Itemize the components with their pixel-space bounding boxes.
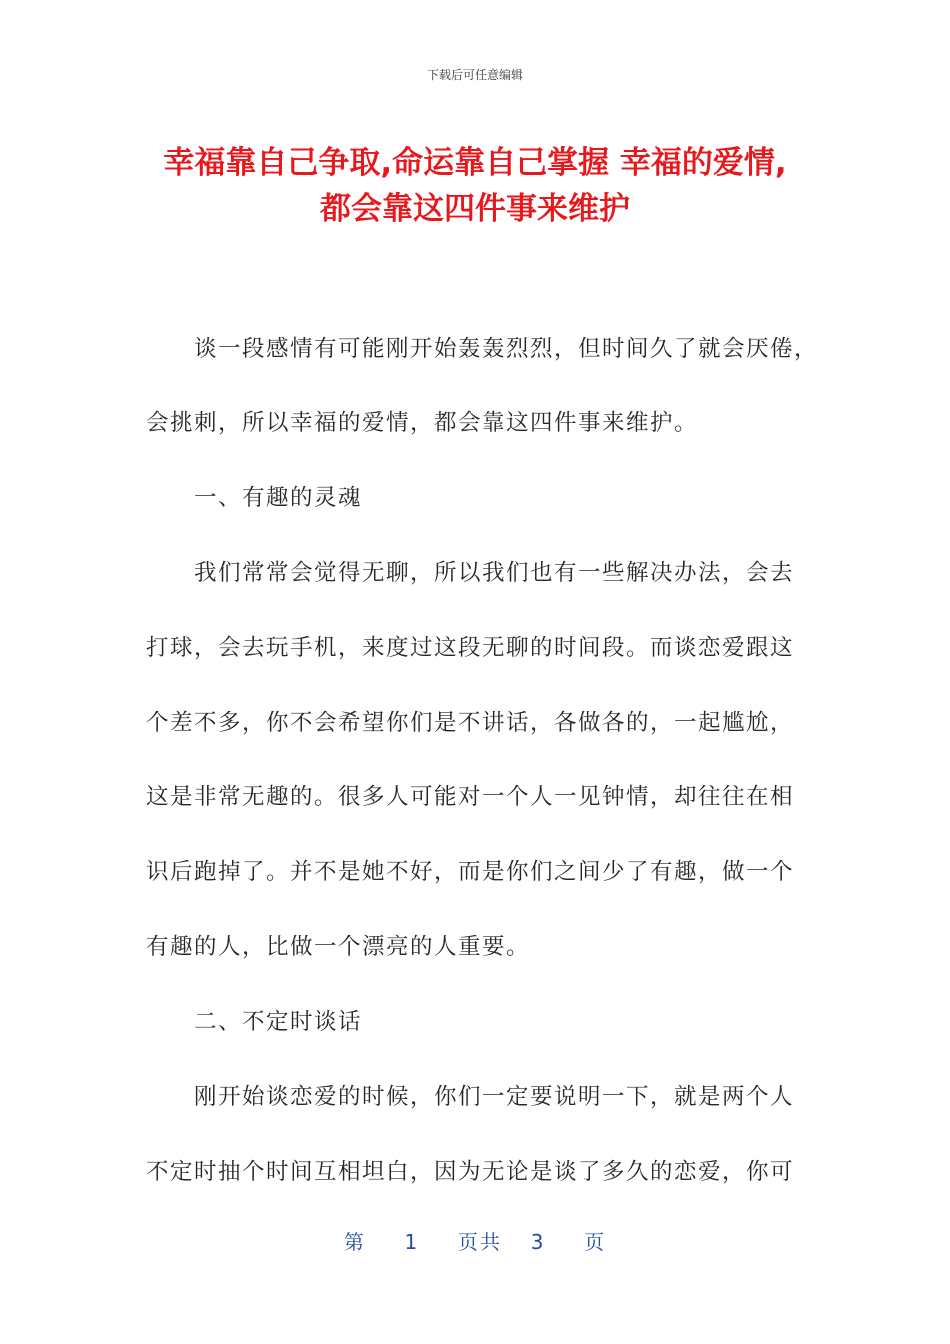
paragraph-line: 会挑刺，所以幸福的爱情，都会靠这四件事来维护。 [146,410,699,436]
paragraph-line: 个差不多，你不会希望你们是不讲话，各做各的，一起尴尬， [146,710,795,736]
page-middle: 页共 [458,1230,502,1254]
paragraph-line: 谈一段感情有可能刚开始轰轰烈烈，但时间久了就会厌倦， [146,336,819,362]
paragraph-line: 识后跑掉了。并不是她不好，而是你们之间少了有趣，做一个 [146,859,795,885]
page-header-note: 下载后可任意编辑 [426,68,523,82]
document-title-line-2: 都会靠这四件事来维护 [320,191,630,227]
paragraph-line: 不定时抽个时间互相坦白，因为无论是谈了多久的恋爱，你可 [146,1159,795,1185]
page-total: 3 [530,1230,546,1254]
paragraph-line: 有趣的人，比做一个漂亮的人重要。 [146,934,531,960]
page-prefix: 第 [343,1230,366,1254]
document-title [100,140,850,232]
section-heading: 一、有趣的灵魂 [146,485,363,511]
page-number-footer [0,1226,950,1255]
paragraph-line: 打球，会去玩手机，来度过这段无聊的时间段。而谈恋爱跟这 [146,635,795,661]
page-current: 1 [404,1230,420,1254]
section-heading: 二、不定时谈话 [146,1009,363,1035]
document-title-line-1: 幸福靠自己争取,命运靠自己掌握 幸福的爱情, [163,145,787,181]
paragraph-line: 刚开始谈恋爱的时候，你们一定要说明一下，就是两个人 [146,1084,795,1110]
paragraph-line: 这是非常无趣的。很多人可能对一个人一见钟情，却往往在相 [146,784,795,810]
paragraph-line: 我们常常会觉得无聊，所以我们也有一些解决办法，会去 [146,560,795,586]
page-suffix: 页 [584,1230,607,1254]
